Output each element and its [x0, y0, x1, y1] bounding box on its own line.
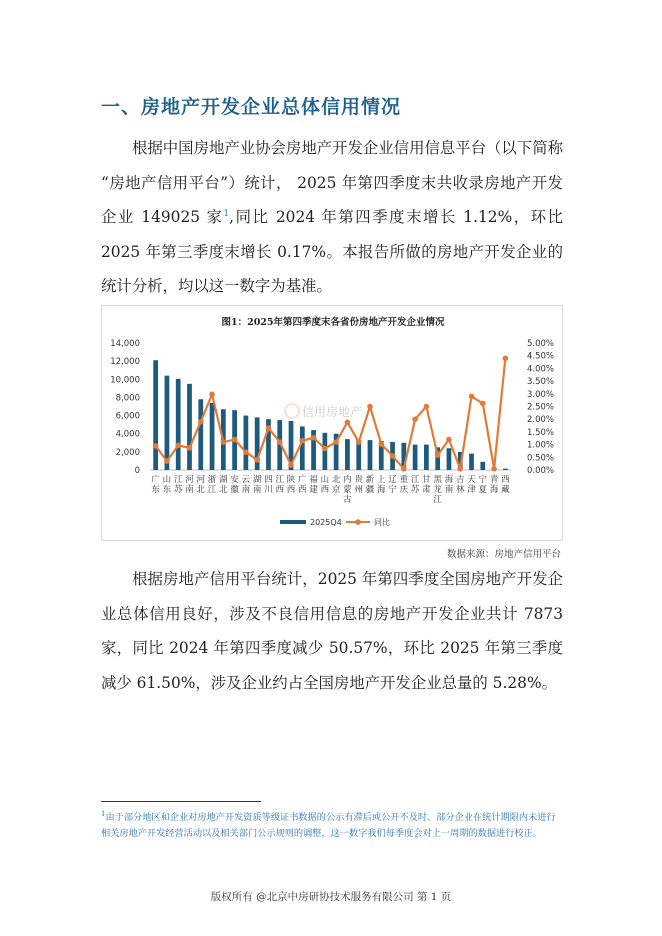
bar-2025q4 — [300, 426, 305, 470]
bar-2025q4 — [244, 416, 249, 470]
bar-2025q4 — [198, 399, 203, 470]
bar-2025q4 — [187, 384, 192, 470]
bar-2025q4 — [469, 454, 474, 470]
x-category-label: 辽宁 — [388, 475, 397, 495]
y-left-tick-label: 10,000 — [110, 375, 140, 386]
x-category-label: 重庆 — [399, 475, 409, 495]
x-category-label: 黑龙江 — [433, 475, 442, 505]
yoy-point — [232, 437, 238, 443]
yoy-point — [322, 446, 328, 452]
x-category-label: 上海 — [377, 475, 386, 495]
bar-2025q4 — [153, 360, 158, 470]
bar-2025q4 — [165, 376, 170, 470]
y-left-tick-label: 0 — [134, 466, 140, 476]
yoy-point — [367, 404, 373, 410]
yoy-point — [412, 416, 418, 422]
yoy-point — [356, 439, 362, 445]
y-right-tick-label: 4.50% — [527, 351, 555, 362]
province-chart — [101, 305, 563, 541]
yoy-point — [254, 457, 260, 463]
x-category-label: 河南 — [185, 475, 194, 495]
legend-label-line: 同比 — [374, 518, 390, 527]
watermark-icon — [285, 404, 299, 418]
y-left-tick-label: 14,000 — [110, 339, 140, 349]
yoy-point — [401, 466, 407, 472]
y-right-tick-label: 0.00% — [527, 466, 555, 476]
yoy-point — [299, 438, 305, 444]
bar-2025q4 — [176, 379, 181, 470]
x-category-label: 北京 — [331, 475, 341, 495]
intro-paragraph — [101, 131, 563, 304]
legend-swatch-bar — [280, 520, 306, 524]
x-category-label: 福建 — [309, 475, 318, 495]
page-footer: 版权所有 @北京中房研协技术服务有限公司 第 1 页 — [210, 891, 452, 903]
yoy-point — [424, 404, 430, 410]
yoy-point — [243, 449, 249, 455]
x-category-label: 青海 — [489, 475, 499, 495]
x-category-label: 广西 — [298, 475, 307, 495]
yoy-point — [390, 453, 396, 459]
yoy-point — [221, 439, 227, 445]
yoy-point — [164, 458, 170, 464]
x-category-label: 江苏 — [410, 475, 420, 495]
legend-marker-line — [355, 519, 361, 525]
x-category-label: 西藏 — [501, 475, 510, 495]
bar-2025q4 — [503, 469, 508, 470]
x-category-label: 陕西 — [286, 475, 296, 495]
bar-2025q4 — [210, 403, 215, 470]
yoy-point — [187, 445, 193, 451]
y-left-tick-label: 8,000 — [115, 393, 140, 404]
bar-2025q4 — [480, 462, 485, 470]
y-right-tick-label: 4.00% — [527, 364, 555, 375]
intro-text-rest: ,同比 2024 年第四季度末增长 1.12%，环比 2025 年第三季度末增长 0.17%。本报告所做的房地产开发企业的统计分析，均以这一数字为基准。 — [101, 208, 563, 296]
x-category-label: 吉林 — [455, 475, 465, 495]
footnote-mark: 1 — [101, 810, 106, 818]
yoy-point — [435, 452, 441, 458]
yoy-point — [345, 419, 351, 425]
yoy-point — [503, 355, 509, 361]
x-category-label: 甘肃 — [422, 475, 431, 495]
chart-canvas — [102, 306, 564, 542]
bar-2025q4 — [345, 439, 350, 470]
x-category-label: 新疆 — [365, 475, 375, 495]
footnote — [101, 806, 563, 842]
chart-title: 图1：2025年第四季度末各省份房地产开发企业情况 — [221, 317, 445, 328]
y-left-tick-label: 4,000 — [115, 429, 140, 440]
y-right-tick-label: 1.50% — [527, 427, 555, 438]
yoy-point — [311, 435, 317, 441]
x-category-label: 河北 — [196, 475, 206, 495]
yoy-point — [333, 439, 339, 445]
y-right-tick-label: 5.00% — [527, 339, 555, 349]
x-category-label: 湖北 — [219, 475, 228, 495]
x-category-label: 江苏 — [173, 475, 183, 495]
bar-2025q4 — [368, 440, 373, 470]
x-category-label: 山西 — [320, 475, 330, 495]
x-category-label: 内蒙古 — [343, 475, 352, 505]
yoy-point — [209, 392, 215, 398]
footnote-divider — [101, 801, 261, 802]
footnote-ref[interactable]: 1 — [223, 209, 230, 220]
credit-text: 根据房地产信用平台统计，2025 年第四季度全国房地产开发企业总体信用良好，涉及不良信用信息的房地产开发企业共计 7873 家，同比 2024 年第四季度减少 50.57%，环比 2025 年第三季度减少 61.50%，涉及企业约占全国房地产开发企业总量的 5.28%。 — [101, 570, 563, 692]
yoy-point — [277, 439, 283, 445]
intro-text: 根据中国房地产业协会房地产开发企业信用信息平台（以下简称 “房地产信用平台”）统计， 2025 年第四季度末共收录房地产开发企业 149025 家 — [101, 139, 563, 227]
x-category-label: 云南 — [241, 475, 251, 495]
watermark-logo — [285, 404, 299, 418]
y-right-tick-label: 3.50% — [527, 377, 555, 388]
y-right-tick-label: 3.00% — [527, 389, 555, 400]
yoy-point — [457, 466, 463, 472]
yoy-point — [175, 443, 181, 449]
section-heading: 一、房地产开发企业总体信用情况 — [101, 96, 402, 118]
yoy-point — [480, 401, 486, 407]
yoy-point — [266, 425, 272, 431]
y-right-tick-label: 1.00% — [527, 440, 555, 451]
legend-label-bar: 2025Q4 — [310, 518, 342, 527]
y-left-tick-label: 6,000 — [115, 411, 140, 422]
yoy-point — [446, 437, 452, 443]
y-left-tick-label: 12,000 — [110, 357, 140, 368]
yoy-point — [198, 419, 204, 425]
x-category-label: 浙江 — [207, 475, 217, 495]
y-right-tick-label: 0.50% — [527, 453, 555, 464]
yoy-point — [491, 466, 497, 472]
credit-paragraph — [101, 562, 563, 700]
x-category-label: 湖南 — [252, 475, 262, 495]
x-category-label: 贵州 — [354, 475, 363, 495]
bar-2025q4 — [447, 448, 452, 470]
x-category-label: 山东 — [162, 475, 172, 495]
bar-2025q4 — [424, 445, 429, 470]
x-category-label: 安徽 — [230, 475, 239, 495]
yoy-point — [469, 394, 475, 400]
x-category-label: 广东 — [151, 475, 160, 495]
x-category-label: 海南 — [444, 475, 454, 495]
y-left-tick-label: 2,000 — [115, 447, 140, 458]
bar-2025q4 — [322, 433, 327, 470]
bar-2025q4 — [413, 445, 418, 470]
x-category-label: 四川 — [264, 475, 273, 495]
footnote-text: 由于部分地区和企业对房地产开发资质等级证书数据的公示有滞后或公开不及时、部分企业在统计期限内未进行相关房地产开发经营活动以及相关部门公示规则的调整，这一数字我们每季度会对上一周期的数据进行校正。 — [101, 812, 556, 840]
yoy-point — [288, 462, 294, 468]
yoy-point — [153, 443, 159, 449]
watermark-text: 信用房地产 — [302, 405, 363, 419]
x-category-label: 宁夏 — [478, 475, 488, 495]
yoy-point — [378, 441, 384, 447]
y-right-tick-label: 2.00% — [527, 415, 555, 426]
chart-source: 数据来源：房地产信用平台 — [446, 549, 561, 560]
y-right-tick-label: 2.50% — [527, 402, 555, 413]
x-category-label: 天津 — [467, 475, 476, 495]
x-category-label: 江西 — [275, 475, 284, 495]
